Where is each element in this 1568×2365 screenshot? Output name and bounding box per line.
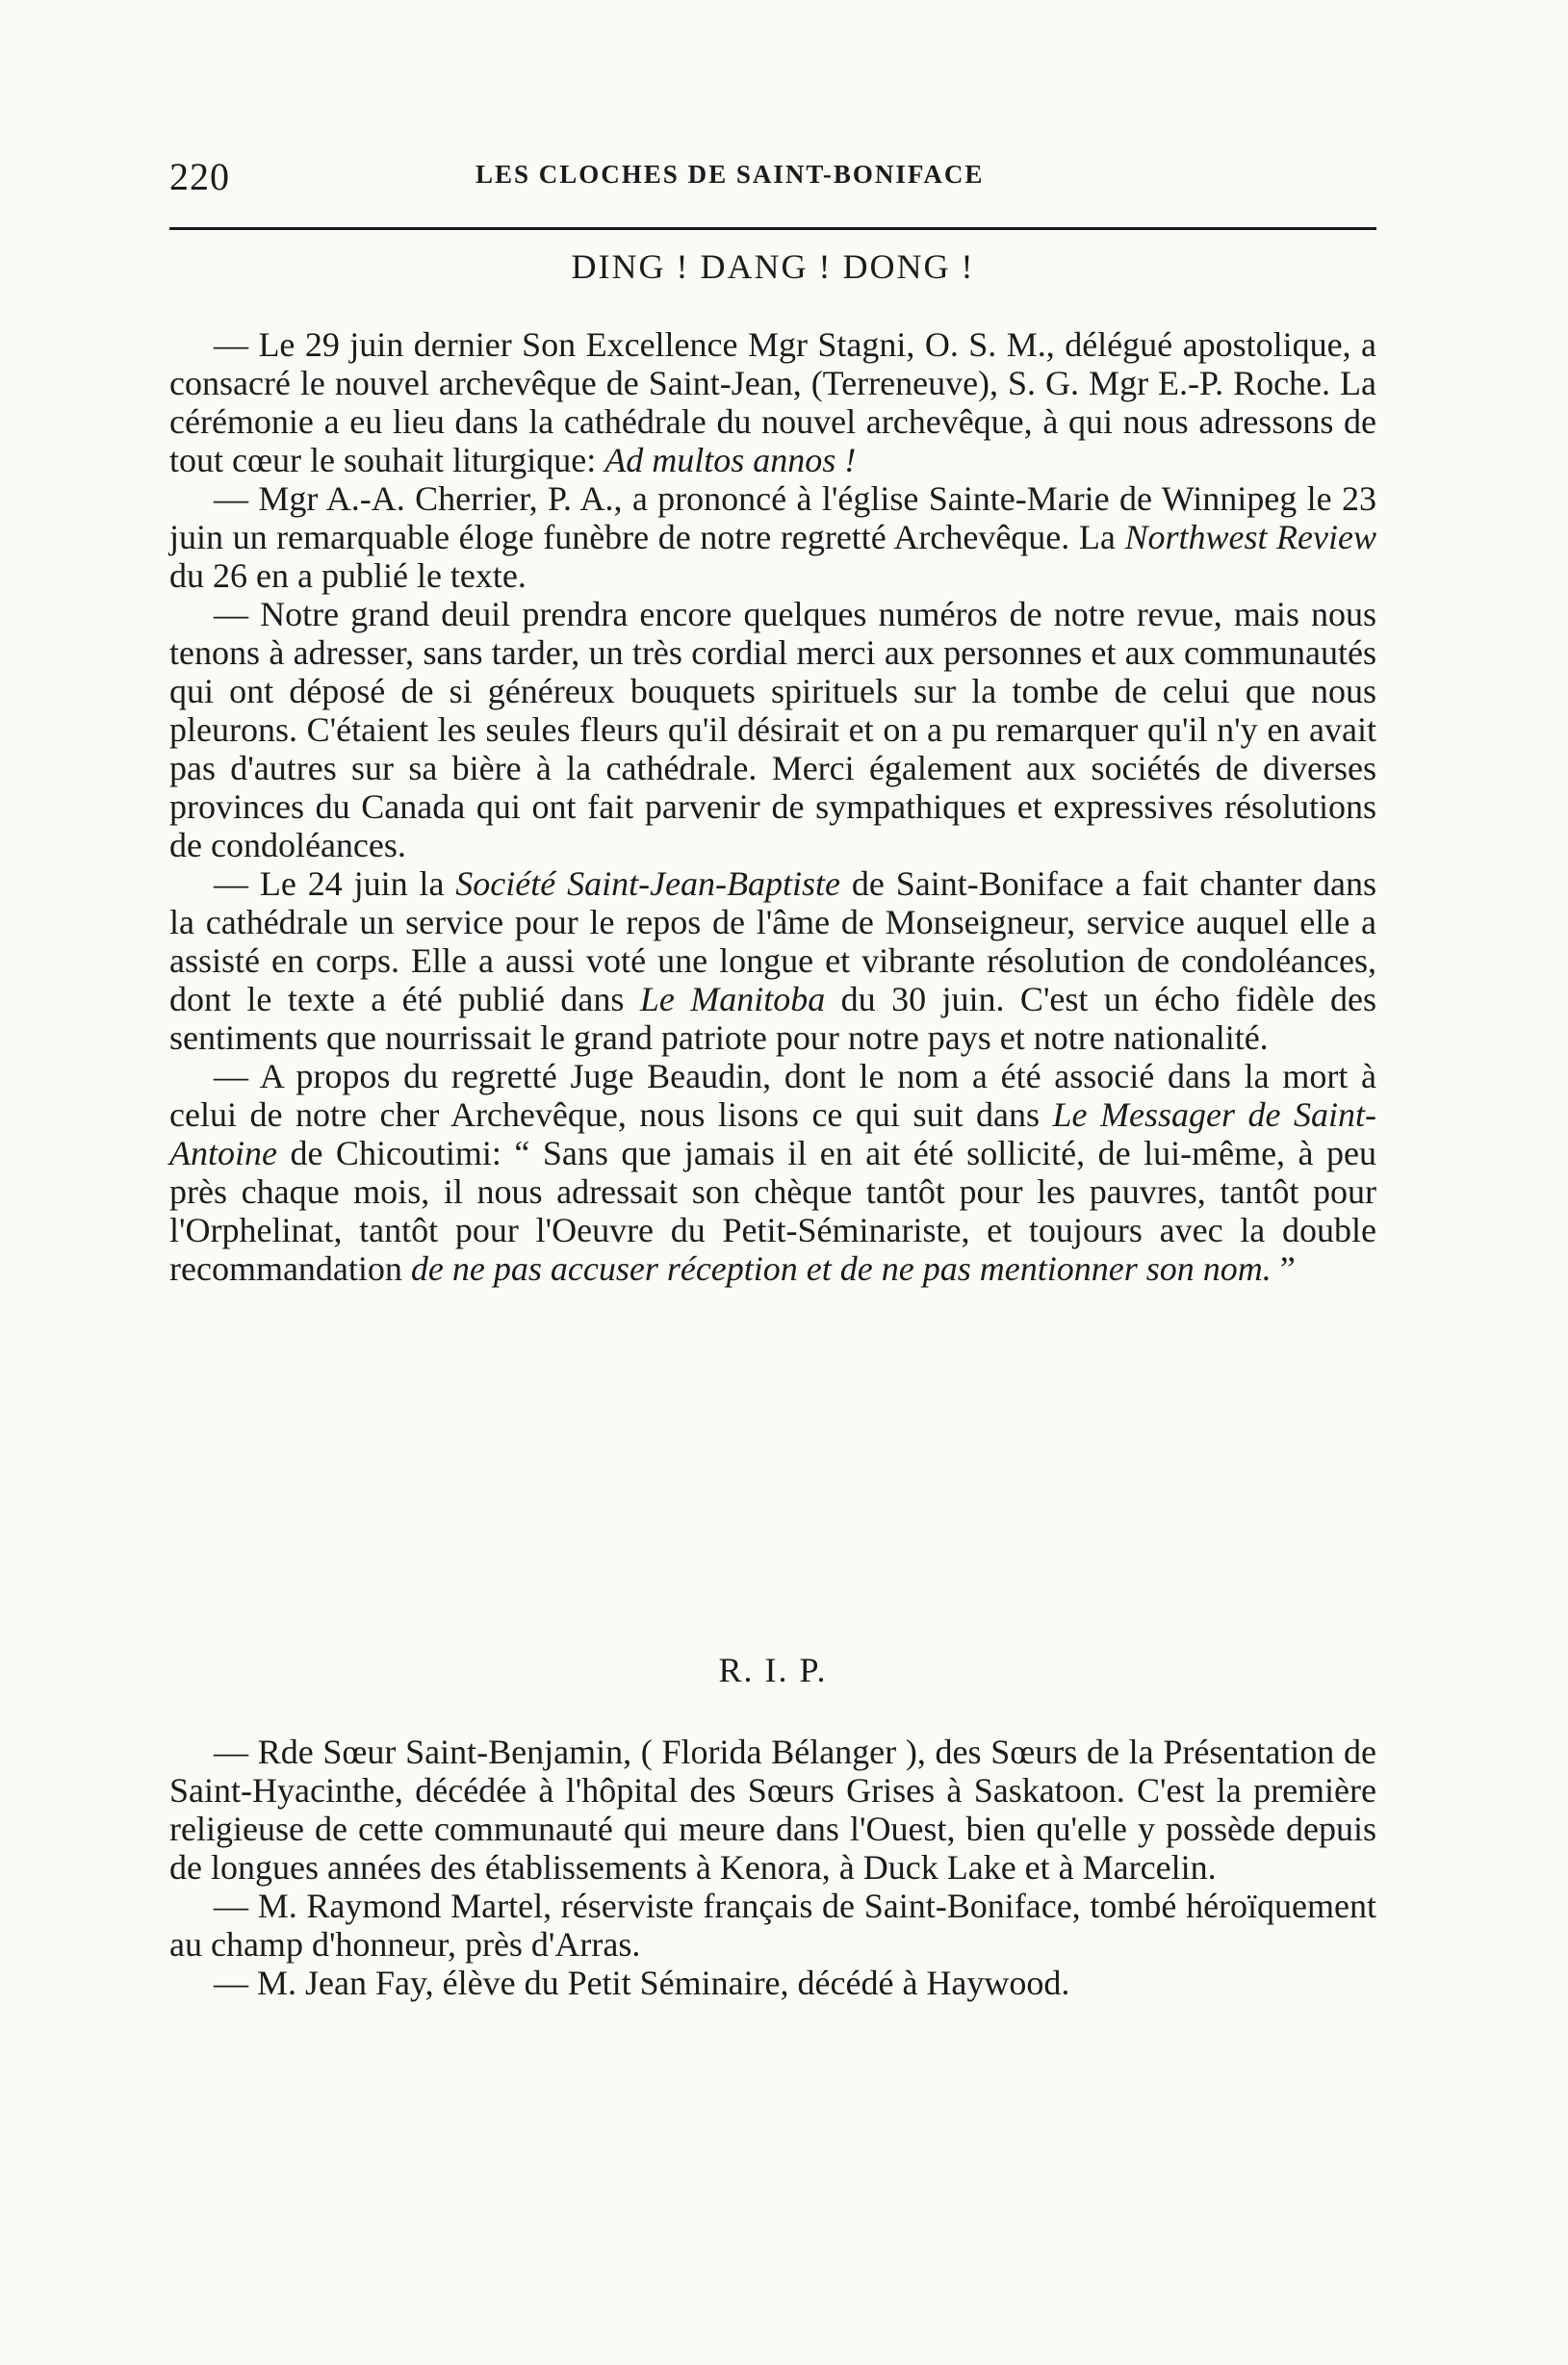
- paragraph-text: — A propos du regretté Juge Beaudin, dont le nom a été associé dans la mort à celui de notre cher Archevêque, nous lisons ce qui suit dans: [169, 1057, 1376, 1134]
- paragraph-judge-beaudin: [169, 1057, 1376, 1288]
- obituary-section: [169, 1733, 1376, 2002]
- paragraph-text: — Le 24 juin la: [214, 864, 456, 903]
- section-title-rip: R. I. P.: [718, 1651, 828, 1689]
- paragraph-eulogy: [169, 479, 1376, 595]
- obituary-item: — M. Jean Fay, élève du Petit Séminaire, décédé à Haywood.: [214, 1964, 1070, 2002]
- paragraph-consecration: [169, 325, 1376, 479]
- publication-title: Le Messager de Saint-Antoine: [169, 1095, 1376, 1172]
- page-number: 220: [169, 155, 230, 198]
- paragraph-text: — Le 29 juin dernier Son Excellence Mgr Stagni, O. S. M., délégué apostolique, a consacré le nouvel archevêque de Saint-Jean, (Terreneuve), S. G. Mgr E.-P. Roche. La cérémonie a eu lieu dans la cathédrale du nouvel archevêque, à qui nous adressons de tout cœur le souhait liturgique:: [169, 325, 1376, 479]
- header-rule: [169, 227, 1376, 230]
- closing-quote: ”: [1271, 1249, 1296, 1288]
- running-title: LES CLOCHES DE SAINT-BONIFACE: [476, 160, 985, 189]
- obituary-item: — Rde Sœur Saint-Benjamin, ( Florida Bélanger ), des Sœurs de la Présentation de Saint-Hyacinthe, décédée à l'hôpital des Sœurs Grises à Saskatoon. C'est la première religieuse de cette communauté qui meure dans l'Ouest, bien qu'elle y possède depuis de longues années des établissements à Kenora, à Duck Lake et à Marcelin.: [169, 1733, 1376, 1887]
- paragraph-text: de Saint-Boniface a fait chanter dans la cathédrale un service pour le repos de l'âme de Monseigneur, service auquel elle a assisté en corps. Elle a aussi voté une longue et vibrante résolution de condoléances, dont le texte a été publié dans: [169, 864, 1376, 1018]
- paragraph-text: du 30 juin. C'est un écho fidèle des sentiments que nourrissait le grand patriote pour notre pays et notre nationalité.: [169, 980, 1376, 1057]
- running-head: [169, 154, 1376, 212]
- paragraph-text: du 26 en a publié le texte.: [169, 556, 527, 595]
- paragraph-text: — Mgr A.-A. Cherrier, P. A., a prononcé à l'église Sainte-Marie de Winnipeg le 23 juin un remarquable éloge funèbre de notre regretté Archevêque. La: [169, 479, 1376, 556]
- publication-title: Le Manitoba: [639, 980, 826, 1018]
- publication-title: Northwest Review: [1124, 518, 1376, 556]
- section-title-ding-dang-dong: DING ! DANG ! DONG !: [571, 247, 975, 286]
- quoted-instruction: de ne pas accuser réception et de ne pas mentionner son nom.: [410, 1249, 1272, 1288]
- news-section: [169, 325, 1376, 1288]
- society-name: Société Saint-Jean-Baptiste: [455, 864, 841, 903]
- paragraph-service: [169, 864, 1376, 1057]
- obituary-item: — M. Raymond Martel, réserviste français de Saint-Boniface, tombé héroïquement au champ d'honneur, près d'Arras.: [169, 1887, 1376, 1964]
- latin-phrase: Ad multos annos !: [604, 441, 857, 479]
- paragraph-text: de Chicoutimi: “ Sans que jamais il en ait été sollicité, de lui-même, à peu près chaque mois, il nous adressait son chèque tantôt pour les pauvres, tantôt pour l'Orphelinat, tantôt pour l'Oeuvre du Petit-Séminariste, et toujours avec la double recommandation: [169, 1134, 1376, 1288]
- paragraph-thanks: — Notre grand deuil prendra encore quelques numéros de notre revue, mais nous tenons à adresser, sans tarder, un très cordial merci aux personnes et aux communautés qui ont déposé de si généreux bouquets spirituels sur la tombe de celui que nous pleurons. C'étaient les seules fleurs qu'il désirait et on a pu remarquer qu'il n'y en avait pas d'autres sur sa bière à la cathédrale. Merci également aux sociétés de diverses provinces du Canada qui ont fait parvenir de sympathiques et expressives résolutions de condoléances.: [169, 595, 1376, 864]
